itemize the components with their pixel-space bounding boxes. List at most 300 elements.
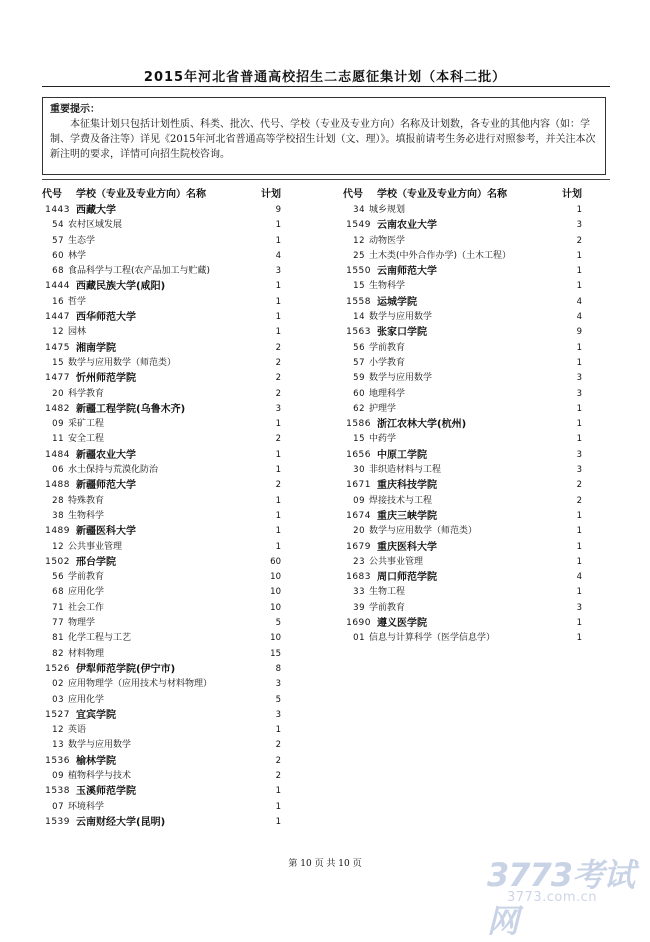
row-name: 数学与应用数学（师范类） — [68, 357, 177, 368]
school-row — [42, 815, 287, 830]
row-plan: 3 — [576, 602, 582, 613]
row-plan: 2 — [576, 235, 582, 246]
row-code: 12 — [52, 725, 64, 736]
row-name: 生态学 — [68, 235, 96, 246]
row-name: 科学教育 — [68, 388, 105, 399]
row-code: 1656 — [346, 449, 371, 460]
major-row — [42, 387, 287, 402]
row-name: 新疆农业大学 — [76, 449, 136, 461]
row-plan: 60 — [270, 556, 281, 567]
row-plan: 1 — [576, 281, 582, 292]
row-code: 1475 — [45, 342, 70, 353]
row-code: 12 — [52, 541, 64, 552]
row-name: 应用物理学（应用技术与材料物理） — [68, 679, 213, 690]
major-row — [42, 631, 287, 646]
row-code: 1444 — [45, 281, 70, 292]
row-code: 30 — [353, 465, 365, 476]
header-name: 学校（专业及专业方向）名称 — [76, 189, 206, 200]
row-plan: 1 — [576, 250, 582, 261]
row-plan: 1 — [576, 419, 582, 430]
major-row — [343, 402, 588, 417]
major-row — [343, 371, 588, 386]
row-name: 湘南学院 — [76, 342, 116, 354]
major-row — [42, 723, 287, 738]
row-plan: 2 — [275, 480, 281, 491]
right-rows — [343, 203, 588, 647]
row-code: 1586 — [346, 419, 371, 430]
row-plan: 1 — [275, 281, 281, 292]
row-plan: 1 — [576, 633, 582, 644]
major-row — [42, 509, 287, 524]
row-name: 林学 — [68, 250, 87, 261]
row-code: 60 — [52, 250, 64, 261]
major-row — [343, 585, 588, 600]
major-row — [343, 387, 588, 402]
row-name: 应用化学 — [68, 587, 105, 598]
notice-body: 本征集计划只包括计划性质、科类、批次、代号、学校（专业及专业方向）名称及计划数，各专业的其他内容（如：学制、学费及备注等）详见《2015年河北省普通高等学校招生计划（文、理）》。填报前请考生务必进行对照参考，并关注本次新注明的要求，详情可向招生院校咨询。 — [50, 119, 596, 160]
major-row — [42, 769, 287, 784]
row-plan: 15 — [270, 648, 281, 659]
row-plan: 2 — [275, 388, 281, 399]
row-code: 34 — [353, 205, 365, 215]
major-row — [42, 295, 287, 310]
row-code: 1489 — [45, 526, 70, 537]
row-plan: 4 — [576, 312, 582, 323]
page-footer: 第 10 页 共 10 页 — [288, 859, 362, 869]
row-name: 生物科学 — [68, 510, 105, 521]
row-code: 57 — [52, 235, 64, 246]
row-name: 植物科学与技术 — [68, 770, 132, 781]
school-row — [343, 448, 588, 463]
row-code: 56 — [353, 342, 365, 353]
school-row — [42, 448, 287, 463]
column-header — [343, 186, 588, 203]
row-code: 1477 — [45, 373, 70, 384]
row-plan: 5 — [275, 694, 281, 705]
row-name: 遵义医学院 — [377, 618, 427, 630]
row-code: 1683 — [346, 572, 371, 583]
school-row — [42, 708, 287, 723]
row-plan: 1 — [576, 556, 582, 567]
row-plan: 1 — [275, 220, 281, 231]
school-row — [343, 540, 588, 555]
row-plan: 4 — [275, 250, 281, 261]
row-code: 25 — [353, 250, 365, 261]
row-code: 14 — [353, 312, 365, 323]
row-code: 09 — [52, 419, 64, 430]
row-name: 非织造材料与工程 — [369, 465, 442, 476]
page-title: 2015年河北省普通高校招生二志愿征集计划（本科二批） — [143, 70, 507, 85]
row-name: 生物工程 — [369, 587, 406, 598]
row-code: 13 — [52, 740, 64, 751]
row-plan: 10 — [270, 587, 281, 598]
row-name: 数学与应用数学 — [369, 312, 433, 323]
major-row — [343, 203, 588, 218]
row-plan: 1 — [275, 526, 281, 537]
watermark-url: 3773.com.cn — [507, 890, 597, 905]
row-plan: 1 — [576, 434, 582, 445]
major-row — [42, 540, 287, 555]
row-name: 安全工程 — [68, 434, 105, 445]
school-row — [42, 555, 287, 570]
major-row — [42, 601, 287, 616]
row-name: 英语 — [68, 725, 87, 736]
major-row — [343, 494, 588, 509]
major-row — [42, 494, 287, 509]
row-code: 68 — [52, 587, 64, 598]
major-row — [42, 234, 287, 249]
row-plan: 1 — [576, 587, 582, 598]
row-name: 浙江农林大学(杭州) — [377, 419, 467, 431]
school-row — [42, 662, 287, 677]
row-name: 数学与应用数学 — [369, 373, 433, 384]
row-plan: 3 — [576, 373, 582, 384]
row-code: 02 — [52, 679, 64, 690]
row-code: 59 — [353, 373, 365, 384]
row-name: 云南农业大学 — [377, 220, 437, 232]
row-name: 重庆科技学院 — [377, 480, 437, 492]
row-plan: 1 — [275, 419, 281, 430]
major-row — [42, 677, 287, 692]
school-row — [42, 310, 287, 325]
row-code: 09 — [353, 495, 365, 506]
row-code: 60 — [353, 388, 365, 399]
school-row — [343, 509, 588, 524]
header-plan: 计划 — [261, 189, 281, 200]
row-code: 06 — [52, 465, 64, 476]
row-plan: 1 — [576, 403, 582, 414]
school-row — [343, 295, 588, 310]
row-name: 榆林学院 — [76, 755, 116, 767]
row-plan: 4 — [576, 572, 582, 583]
row-name: 应用化学 — [68, 694, 105, 705]
row-name: 焊接技术与工程 — [369, 495, 433, 506]
major-row — [42, 218, 287, 233]
major-row — [42, 356, 287, 371]
row-plan: 1 — [576, 618, 582, 629]
row-plan: 3 — [576, 449, 582, 460]
major-row — [343, 310, 588, 325]
school-row — [42, 784, 287, 799]
school-row — [343, 264, 588, 279]
major-row — [343, 341, 588, 356]
row-name: 特殊教育 — [68, 495, 105, 506]
left-column — [42, 186, 287, 830]
major-row — [42, 647, 287, 662]
row-code: 11 — [52, 434, 64, 445]
row-plan: 5 — [275, 618, 281, 629]
major-row — [343, 432, 588, 447]
row-name: 护理学 — [369, 403, 397, 414]
row-code: 68 — [52, 266, 64, 277]
major-row — [343, 234, 588, 249]
row-code: 77 — [52, 618, 64, 629]
row-code: 20 — [353, 526, 365, 537]
row-plan: 2 — [275, 373, 281, 384]
school-row — [42, 341, 287, 356]
row-code: 15 — [353, 434, 365, 445]
row-code: 01 — [353, 633, 365, 644]
row-code: 28 — [52, 495, 64, 506]
row-plan: 1 — [275, 495, 281, 506]
row-name: 西藏民族大学(咸阳) — [76, 281, 166, 293]
right-column — [343, 186, 588, 647]
row-plan: 1 — [275, 296, 281, 307]
left-rows — [42, 203, 287, 830]
school-row — [343, 218, 588, 233]
row-plan: 3 — [576, 465, 582, 476]
notice-rule — [42, 179, 610, 180]
row-name: 云南师范大学 — [377, 266, 437, 278]
row-name: 数学与应用数学（师范类） — [369, 526, 478, 537]
row-code: 62 — [353, 403, 365, 414]
row-name: 环境科学 — [68, 801, 105, 812]
row-code: 1690 — [346, 618, 371, 629]
title-rule — [42, 86, 610, 87]
row-code: 1550 — [346, 266, 371, 277]
row-name: 公共事业管理 — [68, 541, 123, 552]
row-code: 1558 — [346, 296, 371, 307]
row-name: 张家口学院 — [377, 327, 427, 339]
row-name: 土木类(中外合作办学)（土木工程） — [369, 250, 512, 261]
row-code: 1679 — [346, 541, 371, 552]
row-plan: 2 — [576, 480, 582, 491]
major-row — [42, 249, 287, 264]
row-code: 1443 — [45, 205, 70, 215]
row-name: 社会工作 — [68, 602, 105, 613]
row-plan: 9 — [576, 327, 582, 338]
row-code: 38 — [52, 510, 64, 521]
row-name: 新疆医科大学 — [76, 526, 136, 538]
row-name: 中药学 — [369, 434, 397, 445]
row-code: 1539 — [45, 816, 70, 827]
row-plan: 1 — [275, 541, 281, 552]
row-code: 1502 — [45, 556, 70, 567]
row-plan: 1 — [275, 312, 281, 323]
school-row — [42, 524, 287, 539]
row-name: 学前教育 — [369, 602, 406, 613]
row-name: 运城学院 — [377, 296, 417, 308]
row-plan: 1 — [576, 541, 582, 552]
row-name: 重庆三峡学院 — [377, 510, 437, 522]
row-name: 数学与应用数学 — [68, 740, 132, 751]
row-code: 1527 — [45, 709, 70, 720]
school-row — [42, 402, 287, 417]
row-plan: 2 — [275, 434, 281, 445]
major-row — [42, 616, 287, 631]
major-row — [42, 570, 287, 585]
major-row — [343, 249, 588, 264]
row-name: 伊犁师范学院(伊宁市) — [76, 663, 176, 675]
row-name: 城乡规划 — [369, 205, 406, 215]
school-row — [343, 325, 588, 340]
row-code: 15 — [353, 281, 365, 292]
major-row — [42, 432, 287, 447]
row-plan: 3 — [275, 403, 281, 414]
major-row — [343, 524, 588, 539]
row-name: 邢台学院 — [76, 556, 116, 568]
row-code: 1671 — [346, 480, 371, 491]
row-plan: 1 — [576, 266, 582, 277]
row-plan: 1 — [275, 801, 281, 812]
row-code: 1674 — [346, 510, 371, 521]
row-name: 食品科学与工程(农产品加工与贮藏) — [68, 266, 211, 277]
row-name: 学前教育 — [369, 342, 406, 353]
row-plan: 1 — [576, 357, 582, 368]
row-name: 采矿工程 — [68, 419, 105, 430]
row-code: 1482 — [45, 403, 70, 414]
row-plan: 2 — [275, 755, 281, 766]
row-plan: 3 — [576, 220, 582, 231]
row-plan: 10 — [270, 572, 281, 583]
row-name: 宜宾学院 — [76, 709, 116, 721]
major-row — [42, 693, 287, 708]
school-row — [343, 478, 588, 493]
row-plan: 2 — [576, 495, 582, 506]
school-row — [42, 203, 287, 218]
row-plan: 1 — [275, 465, 281, 476]
row-name: 西藏大学 — [76, 205, 116, 216]
school-row — [42, 754, 287, 769]
major-row — [343, 631, 588, 646]
row-plan: 1 — [576, 510, 582, 521]
school-row — [343, 616, 588, 631]
row-name: 地理科学 — [369, 388, 406, 399]
row-name: 新疆工程学院(乌鲁木齐) — [76, 403, 186, 415]
major-row — [42, 417, 287, 432]
row-code: 1526 — [45, 663, 70, 674]
row-plan: 3 — [275, 709, 281, 720]
row-name: 动物医学 — [369, 235, 406, 246]
major-row — [42, 463, 287, 478]
row-name: 农村区域发展 — [68, 220, 123, 231]
row-code: 23 — [353, 556, 365, 567]
row-name: 物理学 — [68, 618, 96, 629]
row-name: 哲学 — [68, 296, 87, 307]
column-header — [42, 186, 287, 203]
row-plan: 4 — [576, 296, 582, 307]
row-plan: 1 — [275, 725, 281, 736]
school-row — [42, 478, 287, 493]
row-plan: 2 — [275, 740, 281, 751]
row-code: 1549 — [346, 220, 371, 231]
row-code: 82 — [52, 648, 64, 659]
row-plan: 1 — [275, 510, 281, 521]
row-code: 07 — [52, 801, 64, 812]
school-row — [343, 570, 588, 585]
notice-box — [42, 97, 606, 175]
row-plan: 9 — [275, 205, 281, 215]
school-row — [42, 371, 287, 386]
row-code: 12 — [52, 327, 64, 338]
row-code: 1536 — [45, 755, 70, 766]
row-code: 16 — [52, 296, 64, 307]
row-plan: 1 — [576, 342, 582, 353]
row-plan: 10 — [270, 633, 281, 644]
row-code: 71 — [52, 602, 64, 613]
row-plan: 2 — [275, 770, 281, 781]
row-name: 中原工学院 — [377, 449, 427, 461]
row-code: 1488 — [45, 480, 70, 491]
row-code: 1484 — [45, 449, 70, 460]
row-name: 西华师范大学 — [76, 312, 136, 324]
row-plan: 2 — [275, 357, 281, 368]
major-row — [42, 738, 287, 753]
row-name: 水土保持与荒漠化防治 — [68, 465, 159, 476]
header-plan: 计划 — [562, 189, 582, 200]
row-code: 1563 — [346, 327, 371, 338]
row-code: 12 — [353, 235, 365, 246]
major-row — [343, 356, 588, 371]
major-row — [343, 279, 588, 294]
row-code: 33 — [353, 587, 365, 598]
row-name: 化学工程与工艺 — [68, 633, 132, 644]
row-name: 周口师范学院 — [377, 572, 437, 584]
row-plan: 3 — [275, 266, 281, 277]
major-row — [42, 264, 287, 279]
major-row — [343, 601, 588, 616]
major-row — [42, 800, 287, 815]
row-code: 54 — [52, 220, 64, 231]
row-name: 重庆医科大学 — [377, 541, 437, 553]
row-code: 57 — [353, 357, 365, 368]
row-plan: 10 — [270, 602, 281, 613]
row-plan: 1 — [275, 449, 281, 460]
major-row — [343, 463, 588, 478]
row-name: 学前教育 — [68, 572, 105, 583]
row-code: 03 — [52, 694, 64, 705]
school-row — [343, 417, 588, 432]
major-row — [343, 555, 588, 570]
major-row — [42, 325, 287, 340]
row-plan: 1 — [275, 786, 281, 797]
row-code: 20 — [52, 388, 64, 399]
header-code: 代号 — [42, 189, 62, 200]
row-code: 81 — [52, 633, 64, 644]
row-name: 公共事业管理 — [369, 556, 424, 567]
row-code: 39 — [353, 602, 365, 613]
watermark-logo — [477, 850, 637, 940]
row-code: 09 — [52, 770, 64, 781]
header-name: 学校（专业及专业方向）名称 — [377, 189, 507, 200]
row-plan: 1 — [576, 205, 582, 215]
row-plan: 3 — [576, 388, 582, 399]
row-name: 忻州师范学院 — [76, 373, 136, 385]
row-name: 园林 — [68, 327, 87, 338]
row-plan: 8 — [275, 663, 281, 674]
row-name: 云南财经大学(昆明) — [76, 816, 166, 828]
watermark-text: 3773考试网 — [487, 856, 635, 940]
major-row — [42, 585, 287, 600]
row-name: 玉溪师范学院 — [76, 786, 136, 798]
row-code: 15 — [52, 357, 64, 368]
row-plan: 1 — [275, 235, 281, 246]
row-plan: 3 — [275, 679, 281, 690]
row-code: 1538 — [45, 786, 70, 797]
row-code: 56 — [52, 572, 64, 583]
row-plan: 2 — [275, 342, 281, 353]
notice-heading: 重要提示： — [50, 104, 100, 115]
row-name: 生物科学 — [369, 281, 406, 292]
row-plan: 1 — [275, 816, 281, 827]
row-name: 材料物理 — [68, 648, 105, 659]
row-name: 新疆师范大学 — [76, 480, 136, 492]
row-plan: 1 — [275, 327, 281, 338]
row-name: 信息与计算科学（医学信息学） — [369, 633, 496, 644]
row-code: 1447 — [45, 312, 70, 323]
row-plan: 1 — [576, 526, 582, 537]
row-name: 小学教育 — [369, 357, 406, 368]
